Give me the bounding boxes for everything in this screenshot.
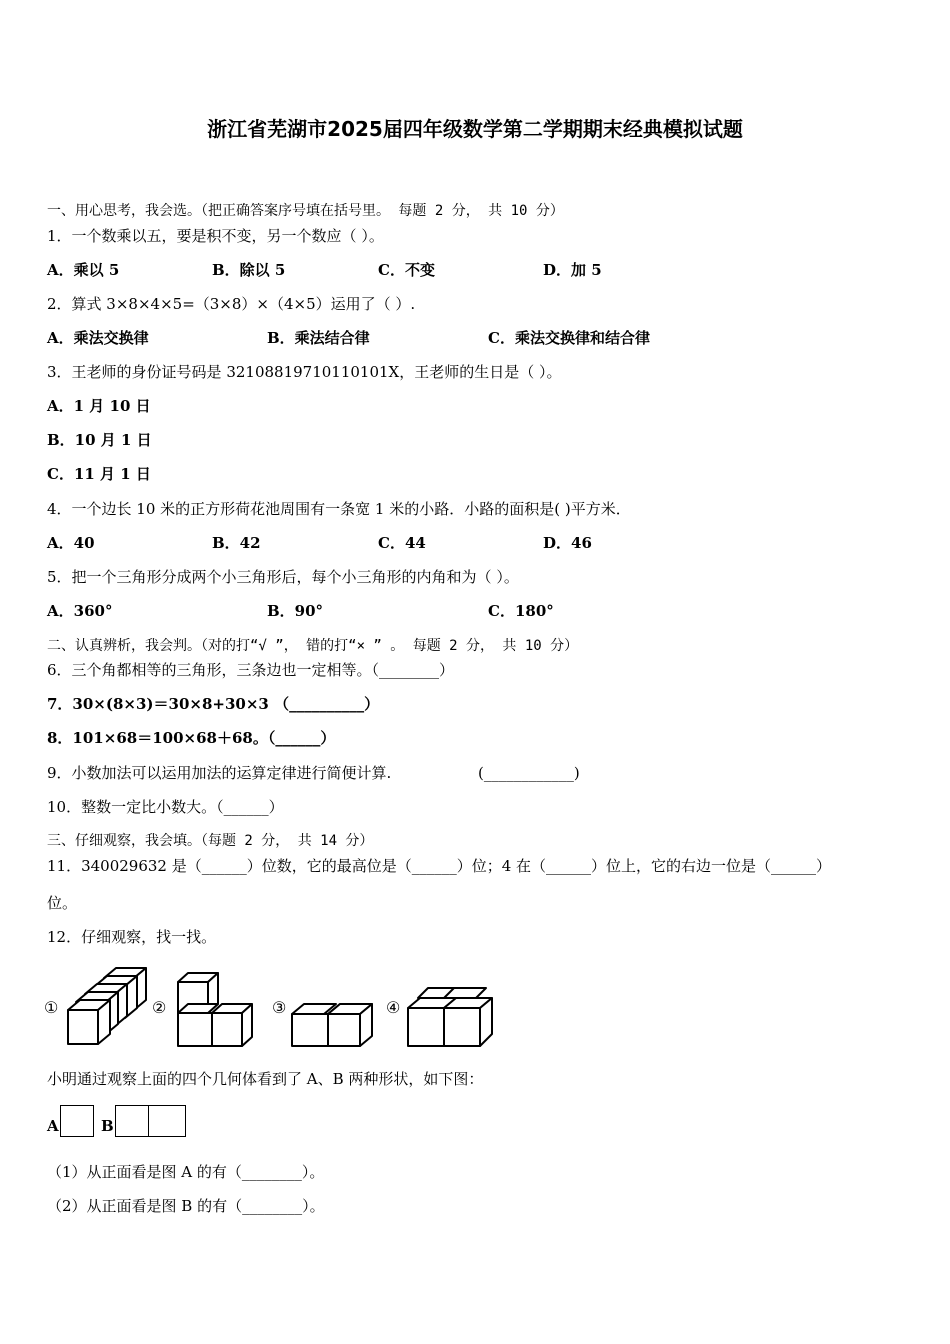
question-10: 10．整数一定比小数大。（______） [47,798,284,816]
q1-option-a: A．乘以 5 [47,261,120,279]
q2-option-b: B．乘法结合律 [267,329,370,347]
question-12-sub-2: （2）从正面看是图 B 的有（________）。 [47,1197,325,1215]
question-2: 2．算式 3×8×4×5=（3×8）×（4×5）运用了（ ）. [47,295,416,313]
q1-option-c: C．不变 [378,261,435,279]
q3-option-b: B．10 月 1 日 [47,431,152,449]
figure-label-3: ③ [272,998,287,1017]
q4-option-b: B．42 [212,534,261,552]
q2-option-a: A．乘法交换律 [47,329,149,347]
question-3: 3．王老师的身份证号码是 32108819710110101X，王老师的生日是（ ）。 [47,363,562,381]
cube-figure-2 [178,973,252,1046]
section-1-heading: 一、用心思考，我会选。（把正确答案序号填在括号里。 每题 2 分， 共 10 分） [47,203,564,219]
q5-option-a: A．360° [47,602,113,620]
cube-figure-1 [68,968,146,1044]
question-4: 4．一个边长 10 米的正方形荷花池周围有一条宽 1 米的小路．小路的面积是( )平方米． [47,500,631,518]
shape-b-label: B [101,1117,114,1135]
question-8: 8．101×68＝100×68＋68。（______） [47,729,336,747]
shape-a-square [60,1105,94,1137]
shape-b-square-right [149,1105,186,1137]
q4-option-a: A．40 [47,534,95,552]
q1-option-d: D．加 5 [543,261,602,279]
q3-option-a: A．1 月 10 日 [47,397,151,415]
figure-label-2: ② [152,998,167,1017]
section-2-heading: 二、认真辨析，我会判。（对的打“√ ”， 错的打“× ” 。 每题 2 分， 共 10 分） [47,638,579,654]
q4-option-c: C．44 [378,534,426,552]
question-7: 7．30×(8×3)＝30×8+30×3 （__________） [47,695,380,713]
q1-option-b: B．除以 5 [212,261,286,279]
shape-b-square-left [115,1105,149,1137]
cube-figure-4 [408,988,492,1046]
cube-figure-3 [292,1004,372,1046]
cube-figures [40,960,510,1055]
question-12-sub-1: （1）从正面看是图 A 的有（________）。 [47,1163,325,1181]
question-9: 9．小数加法可以运用加法的运算定律进行简便计算. [47,764,392,782]
q2-option-c: C．乘法交换律和结合律 [488,329,650,347]
question-12-description: 小明通过观察上面的四个几何体看到了 A、B 两种形状，如下图： [47,1070,484,1088]
figure-label-1: ① [44,998,59,1017]
question-11-continued: 位。 [47,894,78,912]
question-6: 6．三个角都相等的三角形，三条边也一定相等。（________） [47,661,455,679]
q4-option-d: D．46 [543,534,592,552]
shape-a-label: A [47,1117,59,1135]
q3-option-c: C．11 月 1 日 [47,465,151,483]
question-12: 12．仔细观察，找一找。 [47,928,217,946]
question-1: 1．一个数乘以五，要是积不变，另一个数应（ ）。 [47,227,384,245]
q5-option-b: B．90° [267,602,324,620]
section-3-heading: 三、仔细观察，我会填。（每题 2 分， 共 14 分） [47,833,374,849]
q5-option-c: C．180° [488,602,554,620]
page-title: 浙江省芜湖市2025届四年级数学第二学期期末经典模拟试题 [207,117,743,141]
figure-label-4: ④ [386,998,401,1017]
question-5: 5．把一个三角形分成两个小三角形后，每个小三角形的内角和为（ ）。 [47,568,519,586]
question-11: 11．340029632 是（______）位数，它的最高位是（______）位；4 在（______）位上，它的右边一位是（______） [47,857,832,875]
question-9-blank: (____________) [478,764,580,782]
